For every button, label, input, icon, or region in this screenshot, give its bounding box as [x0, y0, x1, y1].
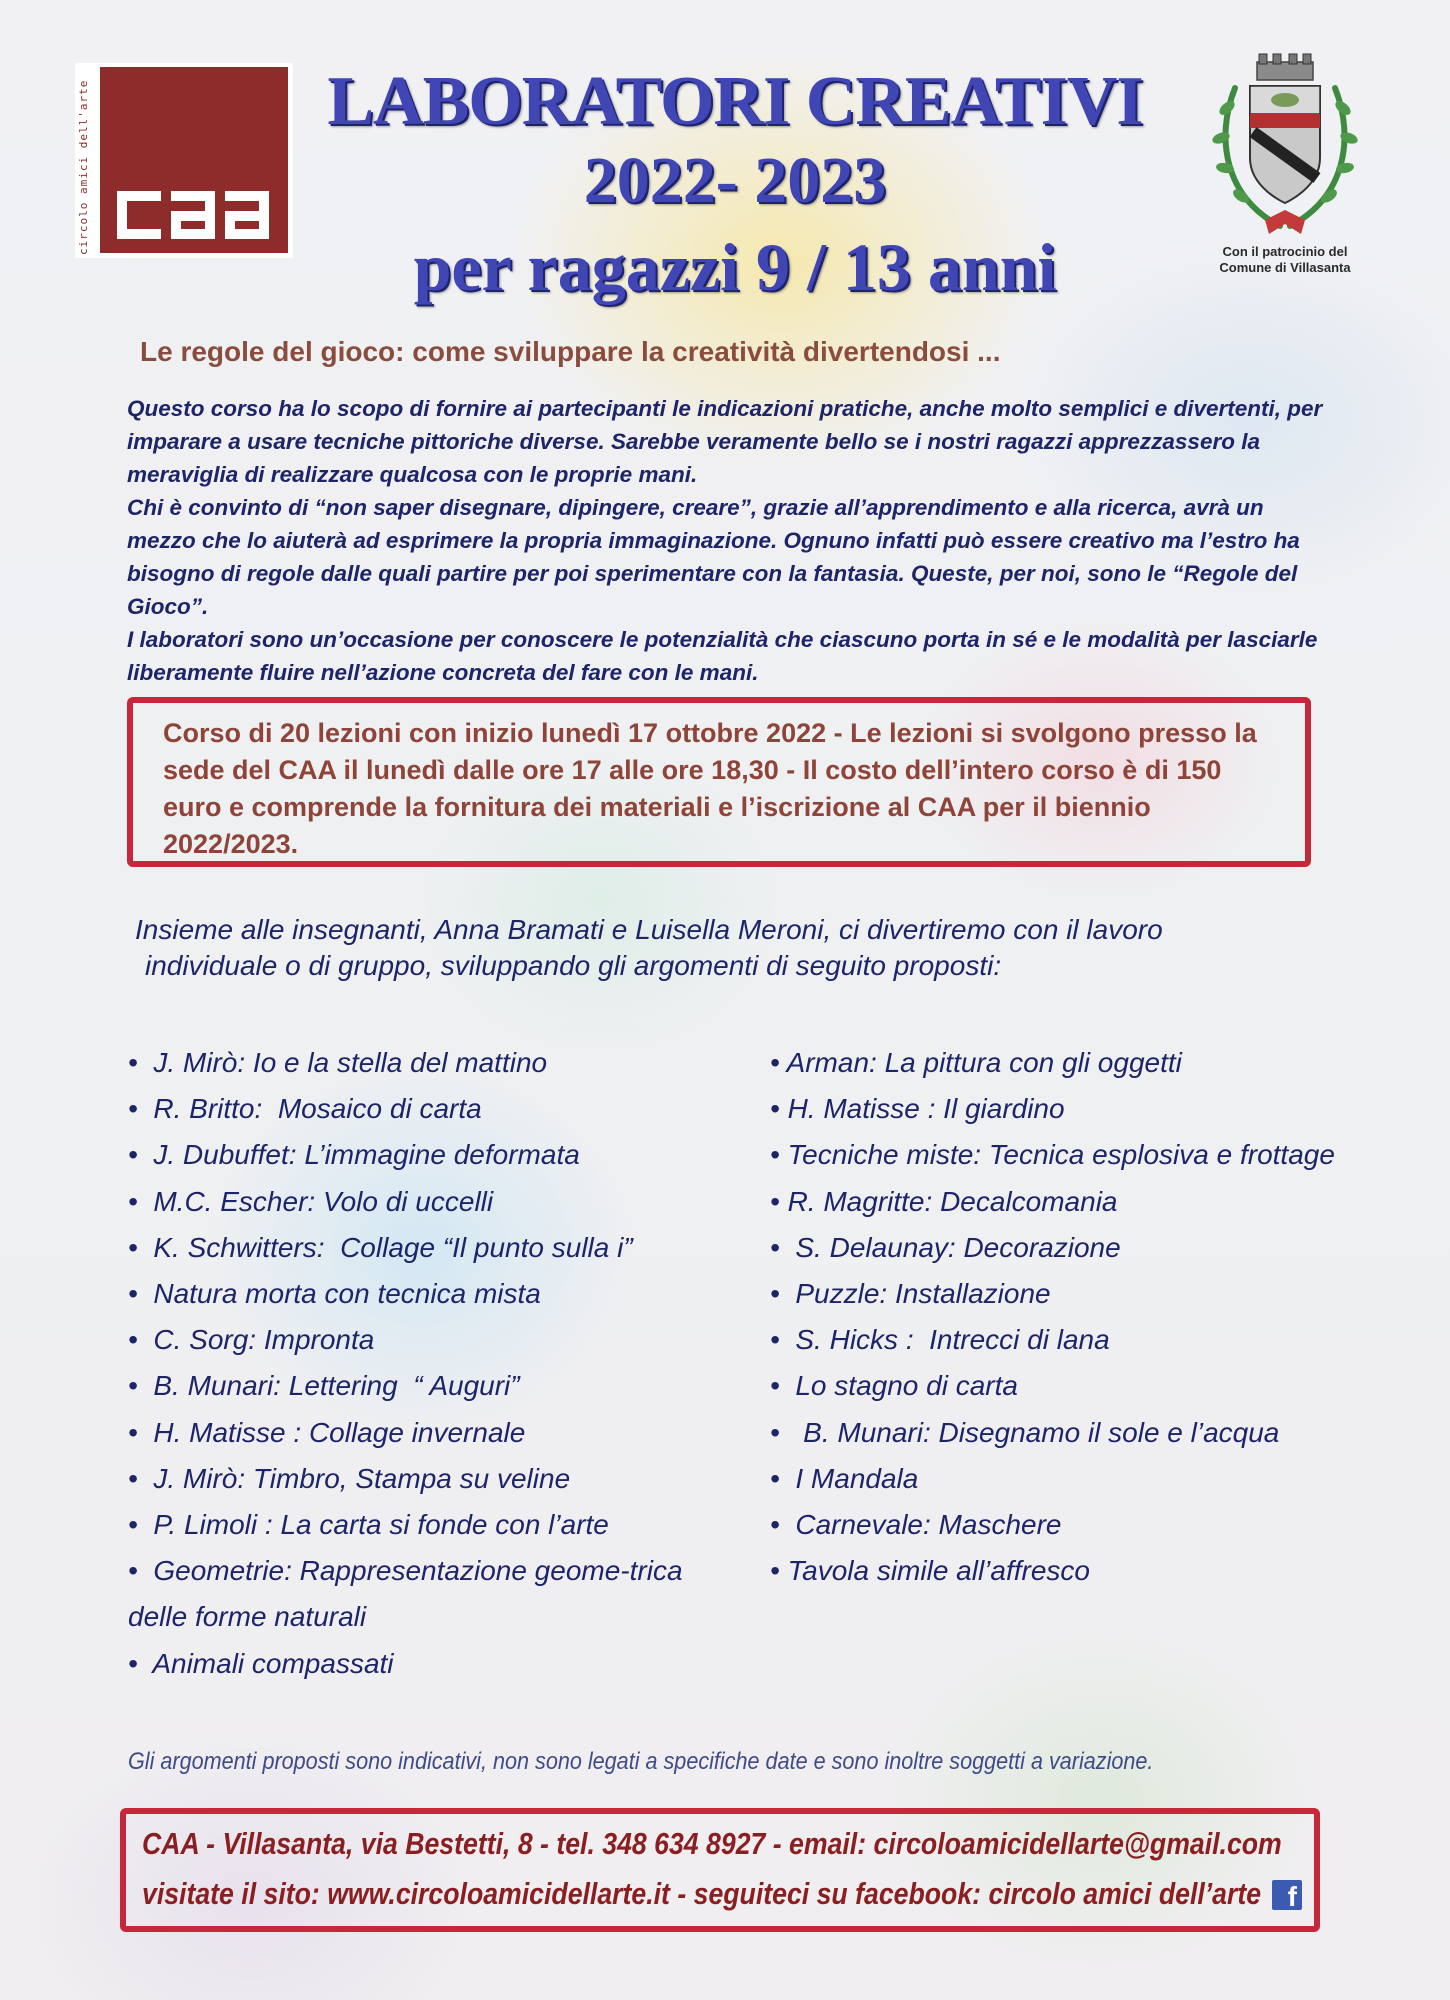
- topic-item: • Arman: La pittura con gli oggetti: [770, 1047, 1182, 1078]
- topic-item: • I Mandala: [770, 1462, 919, 1494]
- topic-item: • R. Magritte: Decalcomania: [770, 1185, 1118, 1217]
- intro-paragraph-1: Questo corso ha lo scopo di fornire ai partecipanti le indicazioni pratiche, anche molto semplici e divertenti, per imparare a usare tecniche pittoriche diverse. Sarebbe veramente bello se i nostri ragazzi apprezzassero la meraviglia di realizzare qualcosa con le proprie mani.: [127, 396, 1323, 487]
- contact-footer-box: [120, 1808, 1320, 1932]
- caa-letters-graphic: [105, 161, 285, 251]
- title-line-3: per ragazzi 9 / 13 anni: [413, 229, 1057, 305]
- course-info-text: Corso di 20 lezioni con inizio lunedì 17 ottobre 2022 - Le lezioni si svolgono presso la sede del CAA il lunedì dalle ore 17 alle ore 18,30 - Il costo dell’intero corso è di 150 euro e comprende la fornitura dei materiali e l’iscrizione al CAA per il biennio 2022/2023.: [163, 718, 1257, 859]
- teachers-line-2: individuale o di gruppo, sviluppando gli argomenti di seguito proposti:: [145, 950, 1002, 981]
- topic-item: • Geometrie: Rappresentazione geome-trica delle forme naturali: [128, 1555, 691, 1633]
- caa-logo: [75, 63, 293, 258]
- topic-item: • Tecniche miste: Tecnica esplosiva e frottage: [770, 1139, 1335, 1171]
- topic-item: • Puzzle: Installazione: [770, 1278, 1051, 1310]
- villasanta-crest-icon: [1205, 48, 1365, 248]
- topic-item: • Natura morta con tecnica mista: [128, 1278, 541, 1310]
- logo-side-text: circolo amici dell'arte: [77, 79, 90, 255]
- subtitle: Le regole del gioco: come sviluppare la creatività divertendosi ...: [140, 336, 1001, 367]
- topic-item: • M.C. Escher: Volo di uccelli: [128, 1185, 494, 1217]
- topic-item: • Tavola simile all’affresco: [770, 1555, 1091, 1587]
- title-line-1: LABORATORI CREATIVI: [327, 63, 1143, 140]
- topic-item: • Carnevale: Maschere: [770, 1509, 1062, 1541]
- topic-item: • S. Delaunay: Decorazione: [770, 1231, 1121, 1263]
- title-line-2: 2022- 2023: [583, 144, 887, 217]
- topic-item: • J. Mirò: Io e la stella del mattino: [128, 1047, 548, 1078]
- facebook-icon[interactable]: f: [1272, 1880, 1302, 1910]
- topic-item: • H. Matisse : Il giardino: [770, 1093, 1065, 1125]
- contact-line[interactable]: CAA - Villasanta, via Bestetti, 8 - tel. 348 634 8927 - email: circoloamicidellarte@gmail.com: [142, 1826, 1282, 1861]
- topic-item: • C. Sorg: Impronta: [128, 1324, 375, 1356]
- teachers-line-1: Insieme alle insegnanti, Anna Bramati e Luisella Meroni, ci divertiremo con il lavoro: [135, 914, 1163, 945]
- topics-list-left: [128, 1040, 728, 1687]
- disclaimer-note: Gli argomenti proposti sono indicativi, non sono legati a specifiche date e sono inoltre soggetti a variazione.: [128, 1748, 1154, 1775]
- topic-item: • B. Munari: Lettering “ Auguri”: [128, 1370, 520, 1402]
- topic-item: • Lo stagno di carta: [770, 1370, 1018, 1402]
- topic-item: • P. Limoli : La carta si fonde con l’arte: [128, 1509, 609, 1541]
- topic-item: • S. Hicks : Intrecci di lana: [770, 1324, 1110, 1356]
- topic-item: • J. Dubuffet: L’immagine deformata: [128, 1139, 580, 1171]
- patronage-text: [1190, 244, 1380, 276]
- teachers-text: [135, 912, 1335, 984]
- topic-item: • H. Matisse : Collage invernale: [128, 1416, 526, 1448]
- topic-item: • J. Mirò: Timbro, Stampa su veline: [128, 1462, 571, 1494]
- patronage-line-1: Con il patrocinio del: [1222, 244, 1348, 259]
- intro-text: [127, 392, 1327, 689]
- course-info-box: [127, 697, 1311, 867]
- topic-item: • B. Munari: Disegnamo il sole e l’acqua: [770, 1416, 1280, 1448]
- topics-list-right: [770, 1040, 1340, 1594]
- topic-item: • Animali compassati: [128, 1647, 394, 1679]
- topic-item: • R. Britto: Mosaico di carta: [128, 1093, 482, 1125]
- patronage-line-2: Comune di Villasanta: [1219, 260, 1351, 275]
- intro-paragraph-2: Chi è convinto di “non saper disegnare, dipingere, creare”, grazie all’apprendimento e alla ricerca, avrà un mezzo che lo aiuterà ad esprimere la propria immaginazione. Ognuno infatti può essere creativo ma l’estro ha bisogno di regole dalle quali partire per poi sperimentare con la fantasia. Queste, per noi, sono le “Regole del Gioco”.: [127, 495, 1300, 619]
- topic-item: • K. Schwitters: Collage “Il punto sulla i”: [128, 1231, 633, 1263]
- website-line[interactable]: visitate il sito: www.circoloamicidellarte.it - seguiteci su facebook: circolo amici dell’arte: [142, 1876, 1262, 1911]
- intro-paragraph-3: I laboratori sono un’occasione per conoscere le potenzialità che ciascuno porta in sé e le modalità per lasciarle liberamente fluire nell’azione concreta del fare con le mani.: [127, 627, 1318, 685]
